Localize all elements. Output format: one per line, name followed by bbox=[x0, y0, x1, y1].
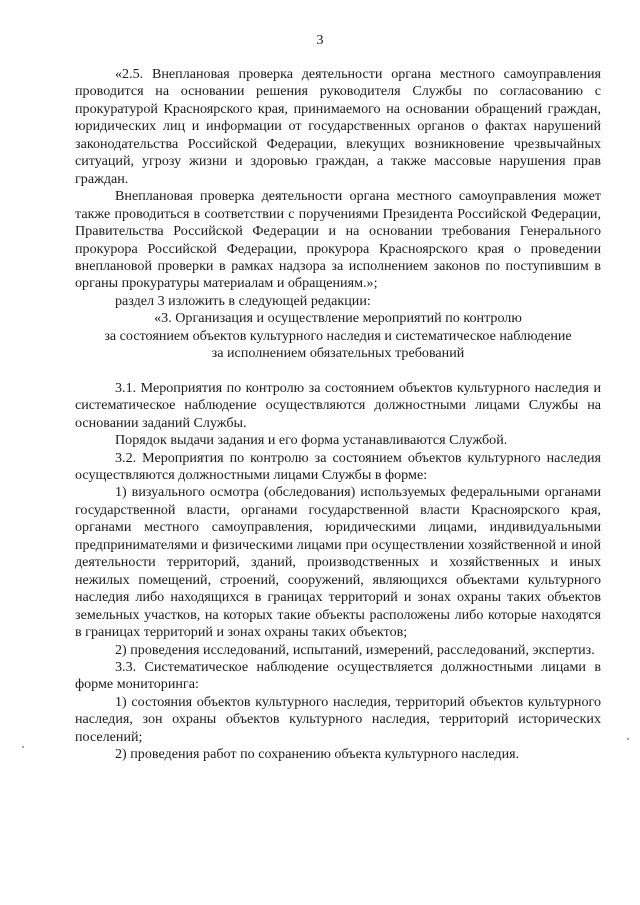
section-title-line-3: за исполнением обязательных требований bbox=[211, 345, 465, 362]
scan-speck bbox=[627, 738, 629, 740]
document-body bbox=[75, 66, 601, 764]
paragraph-3-3-item-2: 2) проведения работ по сохранению объекта культурного наследия. bbox=[115, 746, 520, 763]
paragraph-3-1: 3.1. Мероприятия по контролю за состоянием объектов культурного наследия и систематическое наблюдение осуществляются должностными лицами Службы на основании заданий Службы. bbox=[75, 379, 601, 431]
paragraph-3-2-item-2: 2) проведения исследований, испытаний, измерений, расследований, экспертиз. bbox=[115, 641, 595, 658]
page-number: 3 bbox=[316, 33, 324, 48]
section-title-line-1: «3. Организация и осуществление мероприятий по контролю bbox=[154, 310, 522, 327]
paragraph-section-3-intro: раздел 3 изложить в следующей редакции: bbox=[115, 292, 371, 309]
paragraph-3-3: 3.3. Систематическое наблюдение осуществляется должностными лицами в форме мониторинга: bbox=[75, 658, 601, 693]
paragraph-3-2: 3.2. Мероприятия по контролю за состоянием объектов культурного наследия осуществляются должностными лицами Службы в форме: bbox=[75, 449, 601, 483]
paragraph-3-3-item-1: 1) состояния объектов культурного наследия, территорий объектов культурного наследия, зон охраны объектов культурного наследия, территорий исторических поселений; bbox=[75, 693, 601, 745]
paragraph-3-2-item-1: 1) визуального осмотра (обследования) используемых федеральными органами государственной власти, органами государственной власти Красноярского края, органами местного самоуправления, юридическими лицами, индивидуальными предпринимателями и физическими лицами при осуществлении хозяйственной и иной деятельности территорий, зданий, производственных и хозяйственных и иных нежилых помещений, строений, сооружений, являющихся объектами культурного наследия либо находящихся в границах территорий и зонах охраны таких объектов земельных участков, на которых такие объекты расположены либо которые находятся в границах территорий и зонах охраны таких объектов; bbox=[75, 484, 601, 641]
paragraph-unscheduled-inspection: Внеплановая проверка деятельности органа местного самоуправления может также проводиться в соответствии с поручениями Президента Российской Федерации, Правительства Российской Федерации и на основании требования Генерального прокурора Российской Федерации, прокурора Красноярского края о проведении внеплановой проверки в рамках надзора за исполнением законов по поступившим в органы прокуратуры материалам и обращениям.»; bbox=[75, 188, 601, 292]
paragraph-task-procedure: Порядок выдачи задания и его форма устанавливаются Службой. bbox=[115, 432, 508, 449]
scan-speck bbox=[22, 746, 24, 748]
paragraph-2-5: «2.5. Внеплановая проверка деятельности органа местного самоуправления проводится на основании решения руководителя Службы по согласованию с прокуратурой Красноярского края, принимаемого на основании обращений граждан, юридических лиц и информации от государственных органов о фактах нарушений законодательства Российской Федерации, влекущих возникновение чрезвычайных ситуаций, угрозу жизни и здоровью граждан, а также массовые нарушения прав граждан. bbox=[75, 66, 601, 187]
section-title-line-2: за состоянием объектов культурного наследия и систематическое наблюдение bbox=[104, 327, 572, 344]
